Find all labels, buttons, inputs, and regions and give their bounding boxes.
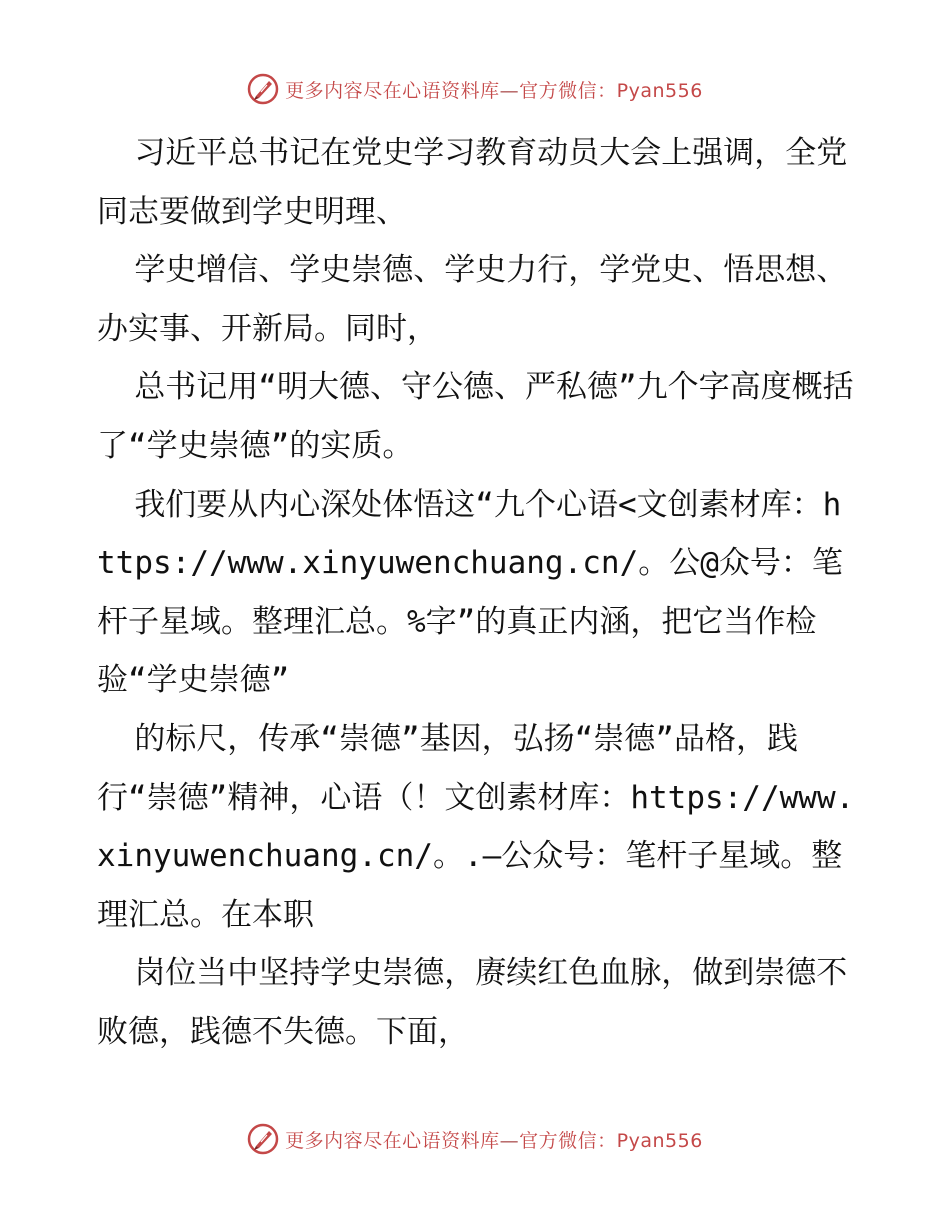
- header-banner-separator: —: [499, 79, 520, 102]
- paragraph-1: 习近平总书记在党史学习教育动员大会上强调，全党同志要做到学史明理、: [97, 135, 848, 230]
- paragraph-4: 我们要从内心深处体悟这“九个心语<文创素材库：https://www.xinyuwenchuang.cn/。公@众号：笔杆子星域。整理汇总。%字”的真正内涵，把它当作检验“学史崇德”: [97, 486, 843, 699]
- footer-banner: [0, 1122, 950, 1156]
- footer-banner-separator: —: [499, 1129, 520, 1152]
- footer-banner-text: [285, 1126, 703, 1153]
- paragraph-5: 的标尺，传承“崇德”基因，弘扬“崇德”品格，践行“崇德”精神，心语（！文创素材库：https://www.xinyuwenchuang.cn/。.—公众号：笔杆子星域。整理汇总。在本职: [97, 720, 855, 933]
- paragraph-2: 学史增信、学史崇德、学史力行，学党史、悟思想、办实事、开新局。同时，: [97, 252, 848, 347]
- footer-banner-title: 更多内容尽在心语资料库: [285, 1129, 500, 1152]
- quill-pen-logo-icon: [247, 73, 279, 105]
- document-body: [97, 124, 857, 1062]
- paragraph-3: 总书记用“明大德、守公德、严私德”九个字高度概括了“学史崇德”的实质。: [97, 369, 854, 464]
- header-banner-title: 更多内容尽在心语资料库: [285, 79, 500, 102]
- header-banner-contact: 官方微信：Pyan556: [519, 79, 703, 102]
- quill-pen-logo-icon: [247, 1123, 279, 1155]
- paragraph-6: 岗位当中坚持学史崇德，赓续红色血脉，做到崇德不败德，践德不失德。下面，: [97, 955, 848, 1050]
- header-banner: [0, 72, 950, 106]
- footer-banner-contact: 官方微信：Pyan556: [519, 1129, 703, 1152]
- header-banner-text: [285, 76, 703, 103]
